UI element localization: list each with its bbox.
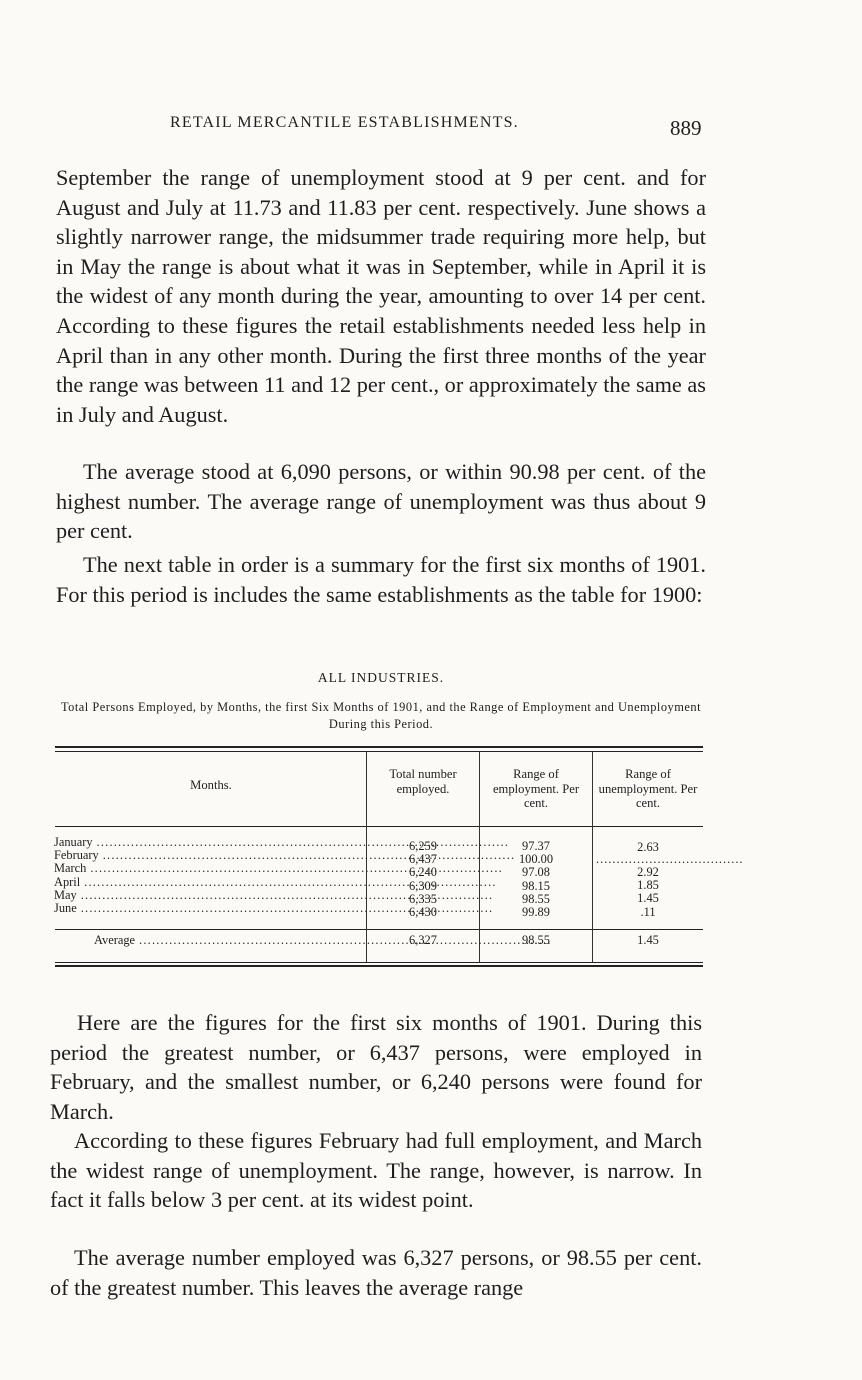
table-row — [54, 876, 364, 889]
employment-value: 100.00 — [518, 852, 554, 867]
month-label: April — [54, 874, 81, 889]
month-label: May — [54, 887, 77, 902]
table-bottom-rule-thin — [55, 962, 703, 963]
total-value: 6,437 — [409, 852, 437, 867]
unemployment-value: 2.92 — [637, 865, 659, 879]
total-value: 6,240 — [409, 865, 437, 880]
total-value: 6,259 — [409, 839, 437, 853]
paragraph-1: September the range of unemployment stood at 9 per cent. and for August and July at 11.73 and 11.83 per cent. respectively. June shows a slightly narrower range, the midsummer trade requiring more help, but in May the range is about what it was in September, while in April it is the widest of any month during the year, amounting to over 14 per cent. According to these figures the retail establishments needed less help in April than in any other month. During the first three months of the year the range was between 11 and 12 per cent., or approximately the same as in July and August. — [56, 165, 706, 427]
column-divider-3 — [592, 752, 593, 962]
table-top-rule-thin — [55, 751, 703, 752]
unemployment-value: 1.45 — [637, 891, 659, 906]
unemployment-column — [594, 866, 702, 919]
table-title: ALL INDUSTRIES. — [317, 670, 445, 685]
table-top-rule — [55, 746, 703, 748]
paragraph-5: According to these figures February had full employment, and March the widest range of unemployment. The range, however, is narrow. In fact it falls below 3 per cent. at its widest point. — [50, 1128, 702, 1213]
total-value: 6,335 — [409, 891, 437, 906]
table-row — [54, 862, 364, 875]
unemployment-value: 1.85 — [637, 878, 659, 893]
header-employment: Range of employment. Per cent. — [492, 767, 580, 810]
month-label: June — [54, 901, 77, 916]
months-column — [54, 836, 364, 915]
employment-value: 97.37 — [522, 839, 550, 853]
paragraph-4: Here are the figures for the first six months of 1901. During this period the greatest number, or 6,437 persons, were employed in February, and the smallest number, or 6,240 persons were found for March. — [50, 1010, 702, 1124]
month-label: March — [54, 861, 87, 876]
paragraph-6: The average number employed was 6,327 persons, or 98.55 per cent. of the greatest number. This leaves the average range — [50, 1245, 702, 1300]
employment-column — [481, 840, 591, 919]
employment-value: 99.89 — [522, 905, 550, 920]
employment-value: 97.08 — [522, 865, 550, 880]
unemployment-value-january: 2.63 — [637, 840, 659, 854]
table-row — [54, 902, 364, 915]
header-unemployment: Range of unemployment. Per cent. — [598, 767, 698, 810]
page-number: 889 — [670, 116, 702, 140]
month-label: January — [54, 835, 93, 849]
employment-value: 98.15 — [522, 878, 550, 893]
table-bottom-rule — [55, 965, 703, 967]
month-label: February — [54, 848, 99, 863]
header-bottom-rule — [55, 826, 703, 827]
running-head: RETAIL MERCANTILE ESTABLISHMENTS. — [170, 114, 519, 131]
employment-value: 98.55 — [522, 891, 550, 906]
paragraph-2: The average stood at 6,090 persons, or within 90.98 per cent. of the highest number. The average range of unemployment was thus about 9 per cent. — [56, 459, 706, 544]
average-top-rule — [55, 929, 703, 930]
average-total: 6,327 — [409, 933, 437, 947]
total-value: 6,309 — [409, 878, 437, 893]
average-label: Average — [94, 933, 136, 947]
average-row — [94, 933, 362, 948]
total-value: 6,430 — [409, 905, 437, 920]
average-unemployment: 1.45 — [637, 933, 659, 947]
unemployment-empty-leader: .................................... — [596, 852, 744, 866]
unemployment-value: .11 — [640, 904, 656, 919]
table-caption: Total Persons Employed, by Months, the first Six Months of 1901, and the Range of Employment and Unemployment During this Period. — [60, 700, 702, 731]
header-total: Total number employed. — [389, 767, 457, 796]
total-column — [368, 840, 478, 919]
paragraph-3: The next table in order is a summary for the first six months of 1901. For this period is includes the same establishments as the table for 1900: — [56, 552, 706, 607]
header-months: Months. — [190, 778, 232, 792]
average-employment: 98.55 — [522, 933, 550, 947]
